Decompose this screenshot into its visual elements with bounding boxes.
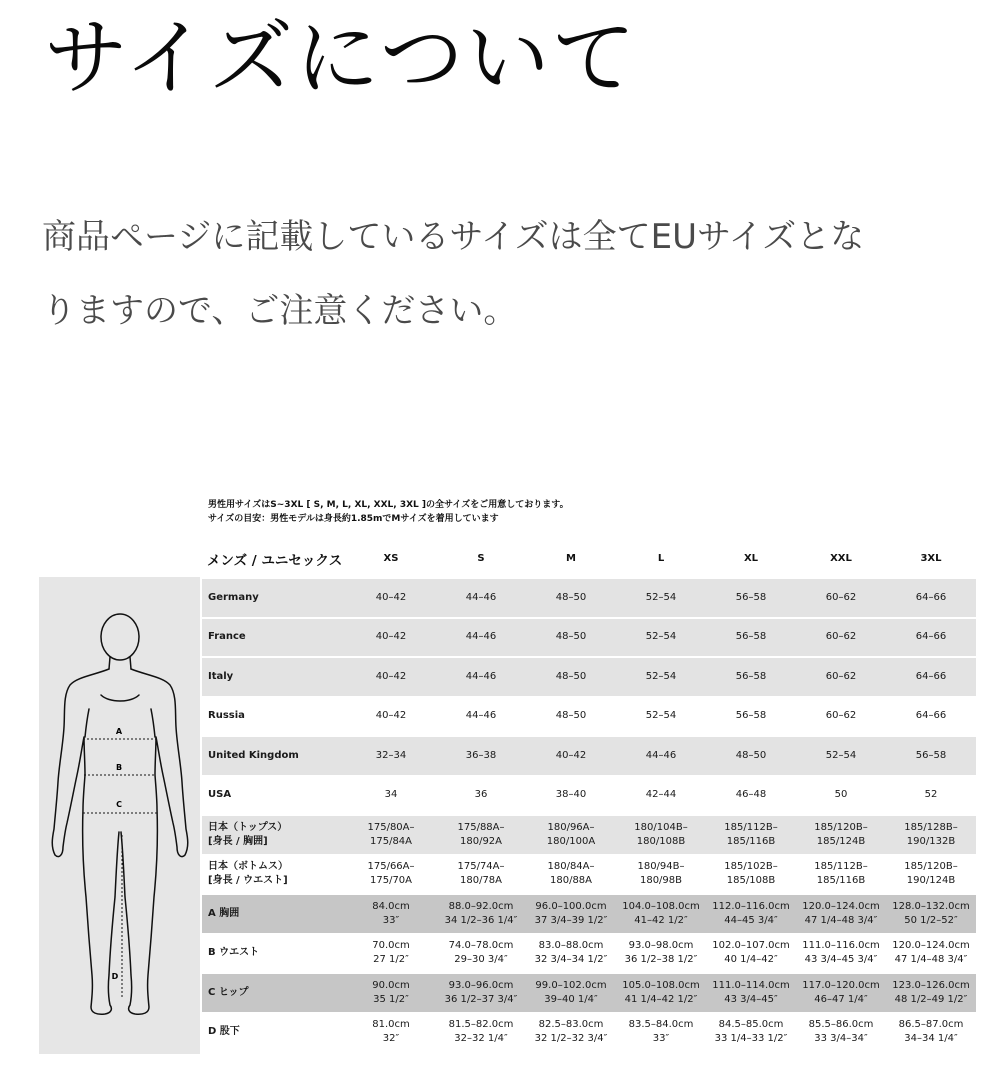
row-label-line: 日本（ボトムス） bbox=[208, 861, 288, 873]
body-outline bbox=[52, 614, 188, 1014]
size-cell bbox=[706, 1012, 796, 1052]
size-cell bbox=[886, 814, 976, 854]
size-cell-value: 185/124B bbox=[816, 835, 866, 847]
size-cell-value: 111.0–116.0cm bbox=[802, 940, 880, 952]
size-cell-value: 33 1/4–33 1/2″ bbox=[714, 1033, 788, 1045]
size-cell-value: 42–44 bbox=[645, 789, 677, 801]
size-header: 3XL bbox=[920, 553, 942, 564]
size-cell bbox=[526, 696, 616, 736]
size-cell-value: 44–46 bbox=[465, 631, 497, 643]
size-cell-value: 46–48 bbox=[735, 789, 767, 801]
size-cell-value: 40–42 bbox=[555, 749, 587, 761]
size-cell-value: 180/108B bbox=[636, 835, 686, 847]
size-cell-value: 36 1/2–38 1/2″ bbox=[624, 954, 698, 966]
table-row bbox=[202, 933, 976, 973]
size-cell-value: 93.0–98.0cm bbox=[628, 940, 694, 952]
size-cell-value: 93.0–96.0cm bbox=[448, 979, 514, 991]
size-cell-value: 180/88A bbox=[549, 875, 593, 887]
size-cell bbox=[616, 617, 706, 657]
table-row bbox=[202, 656, 976, 696]
size-cell bbox=[886, 775, 976, 815]
size-cell-value: 39–40 1/4″ bbox=[544, 993, 598, 1005]
size-cell-value: 84.0cm bbox=[372, 900, 410, 912]
size-cell-value: 112.0–116.0cm bbox=[712, 900, 790, 912]
table-row bbox=[202, 854, 976, 894]
size-cell bbox=[796, 577, 886, 617]
size-cell-value: 81.5–82.0cm bbox=[448, 1019, 514, 1031]
size-cell bbox=[436, 814, 526, 854]
size-cell-value: 120.0–124.0cm bbox=[802, 900, 880, 912]
size-cell bbox=[706, 656, 796, 696]
row-label: A 胸囲 bbox=[202, 893, 346, 933]
size-cell-value: 180/98B bbox=[639, 875, 683, 887]
size-cell bbox=[706, 933, 796, 973]
size-cell bbox=[616, 972, 706, 1012]
size-cell bbox=[346, 1012, 436, 1052]
size-cell-value: 52–54 bbox=[825, 749, 857, 761]
size-cell bbox=[436, 577, 526, 617]
size-cell-value: 99.0–102.0cm bbox=[535, 979, 607, 991]
size-cell bbox=[346, 814, 436, 854]
size-cell bbox=[436, 696, 526, 736]
size-cell-value: 84.5–85.0cm bbox=[718, 1019, 784, 1031]
size-cell-value: 41–42 1/2″ bbox=[634, 914, 688, 926]
size-cell-value: 96.0–100.0cm bbox=[535, 900, 607, 912]
size-cell bbox=[346, 617, 436, 657]
size-cell-value: 56–58 bbox=[735, 670, 767, 682]
size-cell-value: 56–58 bbox=[735, 591, 767, 603]
size-cell bbox=[886, 577, 976, 617]
size-cell-value: 90.0cm bbox=[372, 979, 410, 991]
size-cell-value: 35 1/2″ bbox=[373, 993, 409, 1005]
size-cell-value: 40–42 bbox=[375, 631, 407, 643]
size-cell bbox=[526, 933, 616, 973]
size-cell-value: 52–54 bbox=[645, 710, 677, 722]
size-cell-value: 104.0–108.0cm bbox=[622, 900, 700, 912]
row-label: C ヒップ bbox=[202, 972, 346, 1012]
size-cell-value: 64–66 bbox=[915, 591, 947, 603]
size-cell bbox=[346, 854, 436, 894]
size-cell-value: 32 1/2–32 3/4″ bbox=[534, 1033, 608, 1045]
size-cell-value: 56–58 bbox=[735, 631, 767, 643]
size-cell-value: 180/92A bbox=[459, 835, 503, 847]
size-cell-value: 175/80A– bbox=[367, 821, 415, 833]
size-cell bbox=[886, 735, 976, 775]
size-cell-value: 190/132B bbox=[906, 835, 956, 847]
size-cell-value: 175/70A bbox=[369, 875, 413, 887]
size-cell-value: 50 bbox=[834, 789, 848, 801]
size-cell-value: 85.5–86.0cm bbox=[808, 1019, 874, 1031]
size-cell bbox=[886, 972, 976, 1012]
row-label: B ウエスト bbox=[202, 933, 346, 973]
size-cell bbox=[346, 577, 436, 617]
size-cell-value: 48–50 bbox=[555, 591, 587, 603]
row-label: D 股下 bbox=[202, 1012, 346, 1052]
size-cell-value: 40–42 bbox=[375, 710, 407, 722]
row-label bbox=[202, 814, 346, 854]
size-cell bbox=[886, 617, 976, 657]
size-cell-value: 180/104B– bbox=[634, 821, 688, 833]
size-cell bbox=[436, 775, 526, 815]
size-cell-value: 32″ bbox=[382, 1033, 400, 1045]
size-cell-value: 48–50 bbox=[735, 749, 767, 761]
size-cell-value: 180/96A– bbox=[547, 821, 595, 833]
measure-label-c: C bbox=[116, 800, 122, 809]
size-cell-value: 185/120B– bbox=[904, 861, 958, 873]
size-cell-value: 105.0–108.0cm bbox=[622, 979, 700, 991]
size-cell-value: 175/66A– bbox=[367, 861, 415, 873]
size-cell-value: 27 1/2″ bbox=[373, 954, 409, 966]
table-row bbox=[202, 577, 976, 617]
page-title: サイズについて bbox=[44, 9, 638, 107]
size-cell-value: 60–62 bbox=[825, 670, 857, 682]
size-cell bbox=[436, 656, 526, 696]
table-row bbox=[202, 893, 976, 933]
size-cell-value: 128.0–132.0cm bbox=[892, 900, 970, 912]
size-cell-value: 34 1/2–36 1/4″ bbox=[444, 914, 518, 926]
size-cell bbox=[436, 735, 526, 775]
row-label-line: 日本（トップス） bbox=[208, 821, 288, 833]
size-cell-value: 36 1/2–37 3/4″ bbox=[444, 993, 518, 1005]
size-cell-value: 185/112B– bbox=[814, 861, 868, 873]
measure-lines bbox=[83, 739, 157, 997]
size-cell-value: 185/102B– bbox=[724, 861, 778, 873]
size-cell bbox=[346, 775, 436, 815]
size-cell-value: 52–54 bbox=[645, 591, 677, 603]
size-cell bbox=[706, 696, 796, 736]
size-cell bbox=[886, 933, 976, 973]
size-cell bbox=[616, 775, 706, 815]
size-cell bbox=[796, 735, 886, 775]
size-cell-value: 50 1/2–52″ bbox=[904, 914, 958, 926]
size-cell bbox=[796, 617, 886, 657]
measure-label-b: B bbox=[115, 763, 123, 772]
size-cell bbox=[436, 933, 526, 973]
row-label: United Kingdom bbox=[202, 735, 346, 775]
size-cell bbox=[886, 656, 976, 696]
notice-line: りますので、ご注意ください。 bbox=[42, 291, 518, 331]
size-cell-value: 82.5–83.0cm bbox=[538, 1019, 604, 1031]
size-cell-value: 86.5–87.0cm bbox=[898, 1019, 964, 1031]
table-row bbox=[202, 696, 976, 736]
size-cell bbox=[346, 696, 436, 736]
size-cell bbox=[526, 972, 616, 1012]
size-cell bbox=[346, 972, 436, 1012]
size-cell bbox=[796, 696, 886, 736]
size-cell bbox=[346, 735, 436, 775]
size-cell-value: 33 3/4–34″ bbox=[814, 1033, 868, 1045]
chart-notes bbox=[208, 498, 569, 526]
size-cell bbox=[796, 933, 886, 973]
size-cell-value: 180/94B– bbox=[637, 861, 685, 873]
size-cell-value: 44–46 bbox=[465, 670, 497, 682]
table-title: メンズ / ユニセックス bbox=[207, 552, 343, 569]
size-cell bbox=[706, 617, 796, 657]
size-cell bbox=[616, 696, 706, 736]
size-cell-value: 43 3/4–45 3/4″ bbox=[804, 954, 878, 966]
measure-label-a: A bbox=[115, 727, 123, 736]
size-cell bbox=[796, 775, 886, 815]
size-cell-value: 81.0cm bbox=[372, 1019, 410, 1031]
notice-line: 商品ページに記載しているサイズは全てEUサイズとな bbox=[42, 217, 865, 257]
size-cell-value: 48–50 bbox=[555, 631, 587, 643]
size-cell bbox=[886, 1012, 976, 1052]
size-cell-value: 117.0–120.0cm bbox=[802, 979, 880, 991]
size-cell-value: 60–62 bbox=[825, 631, 857, 643]
size-header: XL bbox=[743, 553, 759, 564]
row-label: Germany bbox=[202, 577, 346, 617]
size-cell-value: 46–47 1/4″ bbox=[814, 993, 868, 1005]
size-cell-value: 102.0–107.0cm bbox=[712, 940, 790, 952]
size-cell-value: 185/116B bbox=[726, 835, 776, 847]
size-cell-value: 190/124B bbox=[906, 875, 956, 887]
size-header: XS bbox=[383, 553, 399, 564]
size-cell-value: 32 3/4–34 1/2″ bbox=[534, 954, 608, 966]
size-cell bbox=[796, 1012, 886, 1052]
size-cell-value: 41 1/4–42 1/2″ bbox=[624, 993, 698, 1005]
size-cell-value: 175/84A bbox=[369, 835, 413, 847]
size-cell-value: 185/120B– bbox=[814, 821, 868, 833]
size-header: XXL bbox=[830, 553, 852, 564]
size-cell-value: 33″ bbox=[382, 914, 400, 926]
size-cell bbox=[436, 854, 526, 894]
size-cell bbox=[616, 1012, 706, 1052]
size-cell-value: 180/100A bbox=[546, 835, 596, 847]
size-cell bbox=[886, 854, 976, 894]
size-cell-value: 40 1/4–42″ bbox=[724, 954, 778, 966]
size-cell bbox=[886, 893, 976, 933]
size-cell-value: 37 3/4–39 1/2″ bbox=[534, 914, 608, 926]
size-cell-value: 175/88A– bbox=[457, 821, 505, 833]
size-cell-value: 29–30 3/4″ bbox=[454, 954, 508, 966]
body-figure-panel bbox=[39, 577, 200, 1054]
size-cell-value: 52–54 bbox=[645, 670, 677, 682]
size-cell bbox=[526, 656, 616, 696]
body-measurement-figure bbox=[39, 577, 200, 1054]
size-cell bbox=[526, 617, 616, 657]
size-cell-value: 120.0–124.0cm bbox=[892, 940, 970, 952]
size-cell bbox=[616, 893, 706, 933]
size-cell bbox=[706, 775, 796, 815]
size-cell-value: 83.5–84.0cm bbox=[628, 1019, 694, 1031]
size-cell-value: 48–50 bbox=[555, 670, 587, 682]
size-cell-value: 44–46 bbox=[645, 749, 677, 761]
size-cell-value: 52–54 bbox=[645, 631, 677, 643]
size-cell bbox=[526, 1012, 616, 1052]
size-cell-value: 44–46 bbox=[465, 591, 497, 603]
size-cell-value: 180/84A– bbox=[547, 861, 595, 873]
size-cell bbox=[616, 577, 706, 617]
size-cell-value: 83.0–88.0cm bbox=[538, 940, 604, 952]
table-row bbox=[202, 775, 976, 815]
size-cell-value: 111.0–114.0cm bbox=[712, 979, 790, 991]
size-cell bbox=[346, 656, 436, 696]
size-cell bbox=[616, 933, 706, 973]
size-cell bbox=[436, 617, 526, 657]
size-cell-value: 56–58 bbox=[735, 710, 767, 722]
size-cell bbox=[436, 972, 526, 1012]
row-label: Italy bbox=[202, 656, 346, 696]
size-cell bbox=[616, 814, 706, 854]
size-cell-value: 123.0–126.0cm bbox=[892, 979, 970, 991]
size-cell bbox=[706, 814, 796, 854]
size-header-row bbox=[202, 540, 976, 577]
size-cell-value: 34–34 1/4″ bbox=[904, 1033, 958, 1045]
size-cell bbox=[526, 814, 616, 854]
size-cell-value: 60–62 bbox=[825, 591, 857, 603]
row-label-line: [身長 / 胸囲] bbox=[208, 835, 268, 847]
size-cell-value: 56–58 bbox=[915, 749, 947, 761]
size-cell bbox=[526, 735, 616, 775]
size-cell-value: 185/108B bbox=[726, 875, 776, 887]
size-cell-value: 64–66 bbox=[915, 631, 947, 643]
size-header: S bbox=[477, 553, 485, 564]
size-cell bbox=[526, 775, 616, 815]
size-cell-value: 40–42 bbox=[375, 591, 407, 603]
size-cell-value: 38–40 bbox=[555, 789, 587, 801]
row-label: USA bbox=[202, 775, 346, 815]
size-cell-value: 47 1/4–48 3/4″ bbox=[804, 914, 878, 926]
size-cell-value: 70.0cm bbox=[372, 940, 410, 952]
size-cell-value: 33″ bbox=[652, 1033, 670, 1045]
size-cell-value: 64–66 bbox=[915, 710, 947, 722]
row-label-line: [身長 / ウエスト] bbox=[208, 875, 288, 887]
size-cell bbox=[346, 893, 436, 933]
size-cell-value: 32–34 bbox=[375, 749, 407, 761]
table-row bbox=[202, 814, 976, 854]
size-cell bbox=[706, 854, 796, 894]
size-header: M bbox=[566, 553, 576, 564]
size-cell bbox=[526, 854, 616, 894]
row-label: Russia bbox=[202, 696, 346, 736]
chart-note-line: 男性用サイズはS~3XL [ S, M, L, XL, XXL, 3XL ]の全サイズをご用意しております。 bbox=[208, 500, 569, 510]
size-cell-value: 36 bbox=[474, 789, 488, 801]
size-cell-value: 60–62 bbox=[825, 710, 857, 722]
size-cell bbox=[886, 696, 976, 736]
size-cell-value: 185/128B– bbox=[904, 821, 958, 833]
table-row bbox=[202, 972, 976, 1012]
size-cell bbox=[796, 814, 886, 854]
size-cell bbox=[796, 854, 886, 894]
size-cell bbox=[706, 735, 796, 775]
size-cell-value: 34 bbox=[384, 789, 398, 801]
size-cell-value: 185/112B– bbox=[724, 821, 778, 833]
size-cell-value: 180/78A bbox=[459, 875, 503, 887]
size-cell-value: 52 bbox=[924, 789, 938, 801]
size-cell-value: 64–66 bbox=[915, 670, 947, 682]
size-cell-value: 48 1/2–49 1/2″ bbox=[894, 993, 968, 1005]
size-cell bbox=[796, 656, 886, 696]
size-table bbox=[202, 540, 976, 1051]
size-cell-value: 40–42 bbox=[375, 670, 407, 682]
size-notice bbox=[42, 200, 982, 348]
chart-note-line: サイズの目安：男性モデルは身長約1.85mでMサイズを着用しています bbox=[208, 514, 499, 524]
size-cell bbox=[616, 735, 706, 775]
size-cell bbox=[436, 1012, 526, 1052]
table-row bbox=[202, 617, 976, 657]
size-cell-value: 175/74A– bbox=[457, 861, 505, 873]
row-label bbox=[202, 854, 346, 894]
size-table-body bbox=[202, 577, 976, 1051]
size-cell-value: 44–46 bbox=[465, 710, 497, 722]
row-label: France bbox=[202, 617, 346, 657]
size-cell bbox=[436, 893, 526, 933]
size-cell-value: 44–45 3/4″ bbox=[724, 914, 778, 926]
table-row bbox=[202, 1012, 976, 1052]
size-cell bbox=[706, 893, 796, 933]
size-cell bbox=[796, 972, 886, 1012]
size-header: L bbox=[657, 553, 665, 564]
size-cell bbox=[706, 577, 796, 617]
size-cell-value: 48–50 bbox=[555, 710, 587, 722]
size-cell bbox=[706, 972, 796, 1012]
measure-label-d: D bbox=[111, 972, 119, 981]
size-cell-value: 43 3/4–45″ bbox=[724, 993, 778, 1005]
size-cell-value: 32–32 1/4″ bbox=[454, 1033, 508, 1045]
table-row bbox=[202, 735, 976, 775]
size-cell-value: 47 1/4–48 3/4″ bbox=[894, 954, 968, 966]
size-cell bbox=[796, 893, 886, 933]
size-cell bbox=[526, 893, 616, 933]
size-cell-value: 185/116B bbox=[816, 875, 866, 887]
size-cell-value: 36–38 bbox=[465, 749, 497, 761]
size-cell-value: 74.0–78.0cm bbox=[448, 940, 514, 952]
size-cell-value: 88.0–92.0cm bbox=[448, 900, 514, 912]
size-cell bbox=[616, 854, 706, 894]
size-cell bbox=[526, 577, 616, 617]
size-cell bbox=[346, 933, 436, 973]
size-cell bbox=[616, 656, 706, 696]
